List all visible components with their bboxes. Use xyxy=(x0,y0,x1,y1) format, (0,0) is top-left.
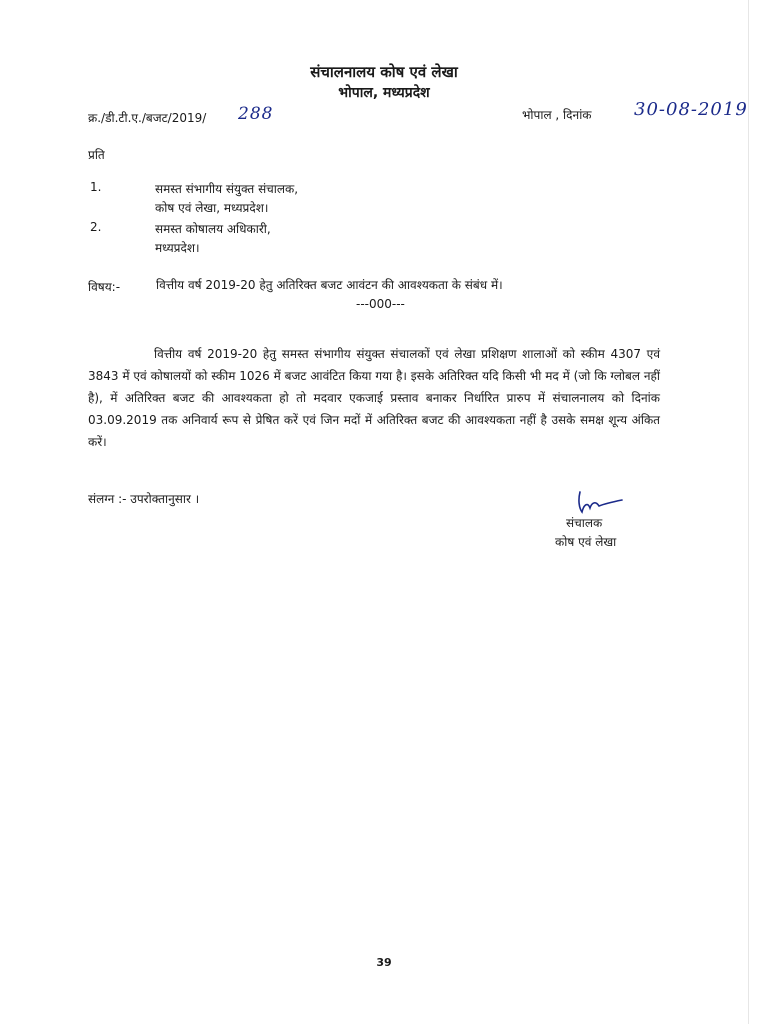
to-label: प्रति xyxy=(88,148,105,162)
office-location: भोपाल, मध्यप्रदेश xyxy=(338,85,430,101)
signatory-department: कोष एवं लेखा xyxy=(555,535,617,549)
body-paragraph: वित्तीय वर्ष 2019-20 हेतु समस्त संभागीय संयुक्त संचालकों एवं लेखा प्रशिक्षण शालाओं को स्कीम 4307 एवं 3843 में एवं कोषालयों को स्कीम 1026 में बजट आवंटित किया गया है। इसके अतिरिक्त यदि किसी भी मद में (जो कि ग्लोबल नहीं है), में अतिरिक्त बजट की आवश्यकता हो तो मदवार एकजाई प्रस्ताव बनाकर निर्धारित प्रारुप में संचालनालय को दिनांक 03.09.2019 तक अनिवार्य रूप से प्रेषित करें एवं जिन मदों में अतिरिक्त बजट की आवश्यकता नहीं है उसके समक्ष शून्य अंकित करें। xyxy=(88,347,660,449)
subject-label: विषय:- xyxy=(88,280,121,294)
page-number: 39 xyxy=(376,956,392,969)
page-edge-line xyxy=(748,0,749,1024)
recipient-line: कोष एवं लेखा, मध्यप्रदेश। xyxy=(155,201,269,215)
section-separator: ---000--- xyxy=(356,297,405,311)
recipient-line: मध्यप्रदेश। xyxy=(155,241,200,255)
signatory-title: संचालक xyxy=(566,516,603,530)
recipient-line: समस्त संभागीय संयुक्त संचालक, xyxy=(155,182,299,196)
recipient-line: समस्त कोषालय अधिकारी, xyxy=(155,222,271,236)
reference-prefix: क्र./डी.टी.ए./बजट/2019/ xyxy=(88,111,207,125)
handwritten-date: 30-08-2019 xyxy=(634,99,748,120)
place-date-label: भोपाल , दिनांक xyxy=(522,108,592,122)
handwritten-reference-number: 288 xyxy=(238,104,274,124)
recipient-number: 2. xyxy=(90,220,102,234)
office-name: संचालनालय कोष एवं लेखा xyxy=(310,63,458,81)
subject-text: वित्तीय वर्ष 2019-20 हेतु अतिरिक्त बजट आवंटन की आवश्यकता के संबंध में। xyxy=(156,278,503,292)
recipient-number: 1. xyxy=(90,180,102,194)
attachment-note: संलग्न :- उपरोक्तानुसार । xyxy=(88,492,200,506)
